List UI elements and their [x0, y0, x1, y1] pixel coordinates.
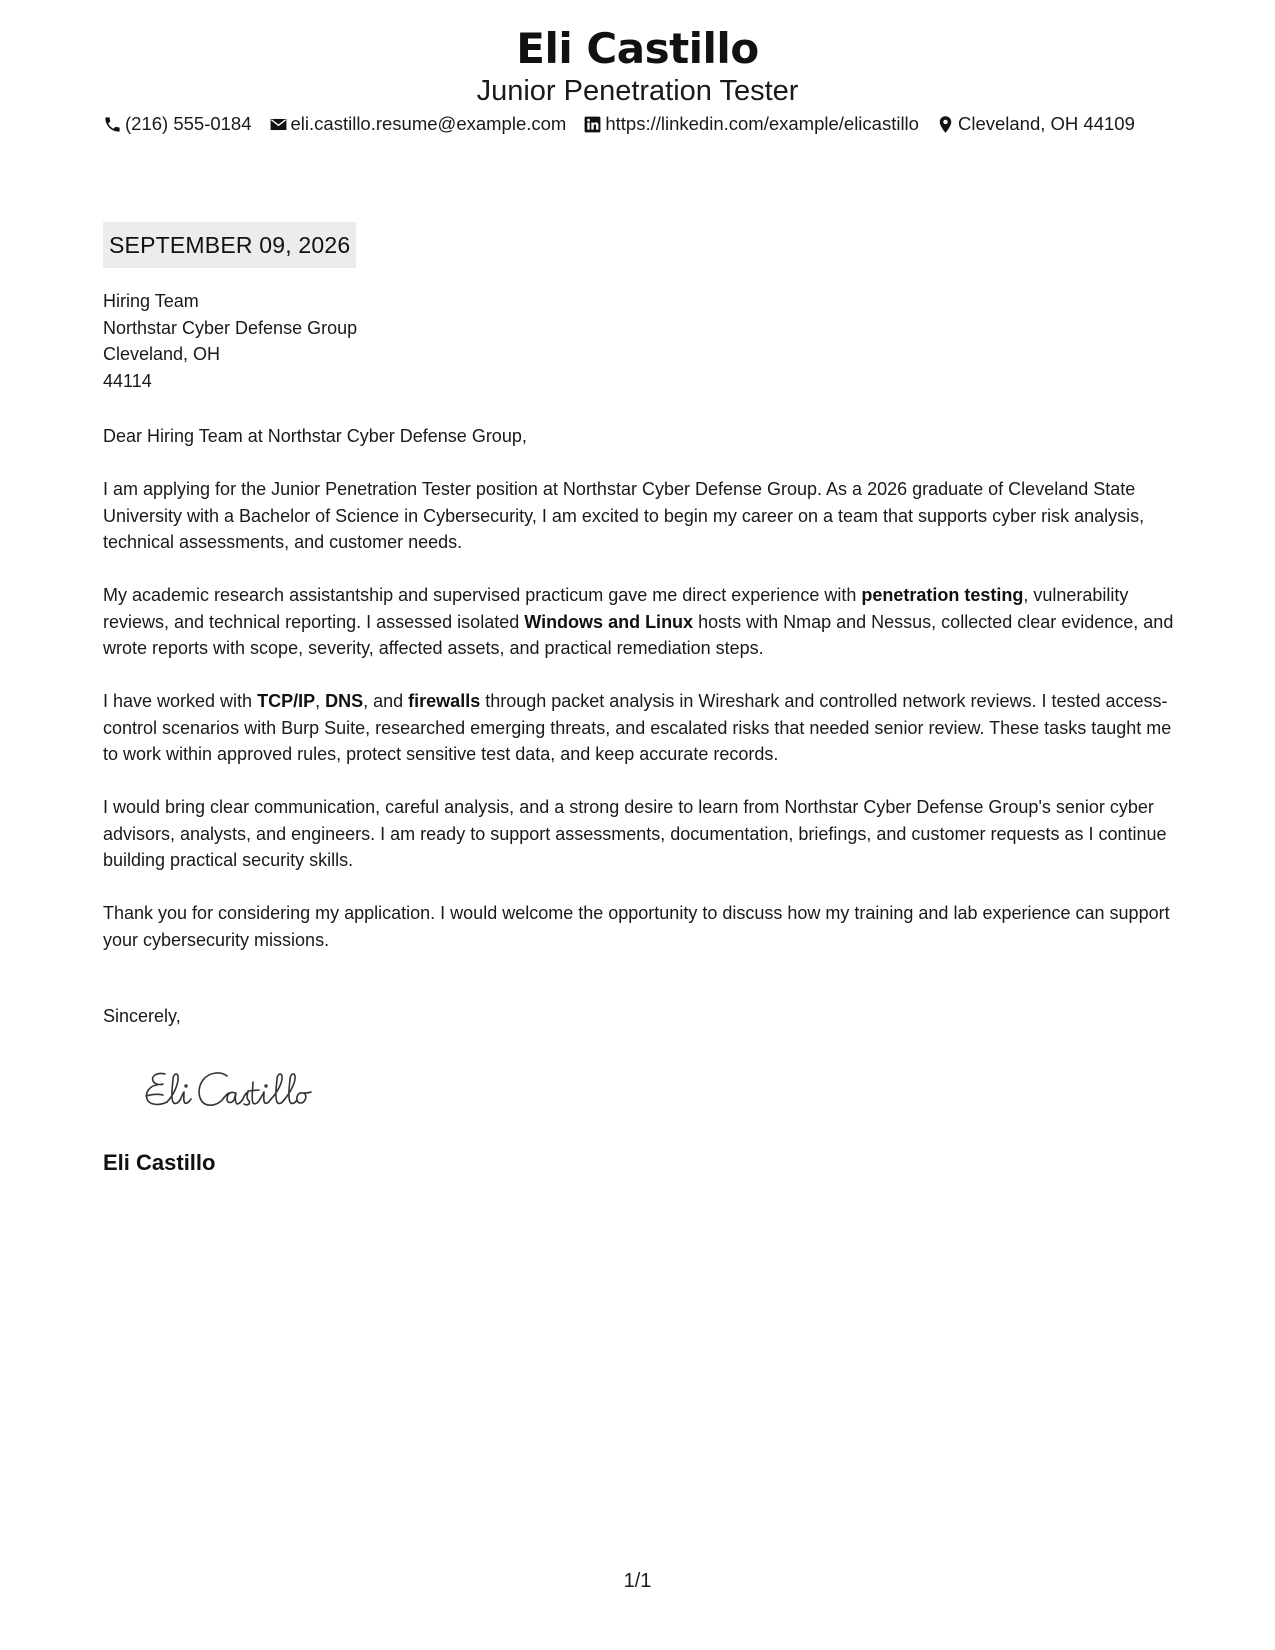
emphasis: TCP/IP — [257, 691, 316, 711]
recipient-address — [103, 288, 357, 394]
handwritten-signature — [143, 1066, 333, 1112]
recipient-line: 44114 — [103, 370, 152, 391]
body-paragraph: My academic research assistantship and supervised practicum gave me direct experience with penetration testing, vulnerability reviews, and technical reporting. I assessed isolated Windows and Linux hosts with Nmap and Nessus, collected clear evidence, and wrote reports with scope, severity, affected assets, and practical remediation steps. — [103, 585, 1174, 658]
salutation: Dear Hiring Team at Northstar Cyber Defense Group, — [103, 426, 527, 446]
body-paragraph: I would bring clear communication, careful analysis, and a strong desire to learn from Northstar Cyber Defense Group's senior cyber advisors, analysts, and engineers. I am ready to support assessments, documentation, briefings, and customer requests as I continue building practical security skills. — [103, 797, 1167, 870]
recipient-line: Northstar Cyber Defense Group — [103, 317, 358, 338]
emphasis: penetration testing — [861, 585, 1024, 605]
envelope-icon — [269, 115, 288, 134]
applicant-name: Eli Castillo — [516, 24, 759, 73]
contact-linkedin — [583, 112, 919, 136]
body-paragraph: Thank you for considering my application. I would welcome the opportunity to discuss how my training and lab experience can support your cybersecurity missions. — [103, 903, 1170, 950]
linkedin-icon — [583, 115, 602, 134]
map-pin-icon — [936, 115, 955, 134]
body-paragraph: I have worked with TCP/IP, DNS, and firewalls through packet analysis in Wireshark and controlled network reviews. I tested access-control scenarios with Burp Suite, researched emerging threats, and escalated risks that needed senior review. These tasks taught me to work within approved rules, protect sensitive test data, and keep accurate records. — [103, 691, 1172, 764]
closing: Sincerely, — [103, 1006, 181, 1026]
phone-text: (216) 555-0184 — [125, 113, 252, 134]
linkedin-text: https://linkedin.com/example/elicastillo — [605, 113, 919, 134]
emphasis: DNS — [325, 691, 364, 711]
body-paragraph: I am applying for the Junior Penetration Tester position at Northstar Cyber Defense Group. As a 2026 graduate of Cleveland State University with a Bachelor of Science in Cybersecurity, I am excited to begin my career on a team that supports cyber risk analysis, technical assessments, and customer needs. — [103, 479, 1145, 552]
location-text: Cleveland, OH 44109 — [957, 113, 1135, 134]
page-number: 1/1 — [623, 1570, 652, 1592]
applicant-title: Junior Penetration Tester — [476, 75, 799, 107]
letter-body — [103, 423, 1178, 980]
contact-bar — [103, 112, 1183, 136]
phone-icon — [103, 115, 122, 134]
letter-date: SEPTEMBER 09, 2026 — [103, 222, 356, 268]
contact-phone — [103, 112, 252, 136]
letter-header — [0, 24, 1275, 108]
email-text: eli.castillo.resume@example.com — [290, 113, 567, 134]
recipient-line: Hiring Team — [103, 291, 199, 311]
contact-email — [269, 112, 567, 136]
emphasis: firewalls — [408, 691, 481, 711]
signer-name: Eli Castillo — [103, 1150, 216, 1175]
recipient-line: Cleveland, OH — [103, 344, 221, 364]
emphasis: Windows and Linux — [524, 611, 694, 632]
contact-location — [936, 112, 1135, 136]
